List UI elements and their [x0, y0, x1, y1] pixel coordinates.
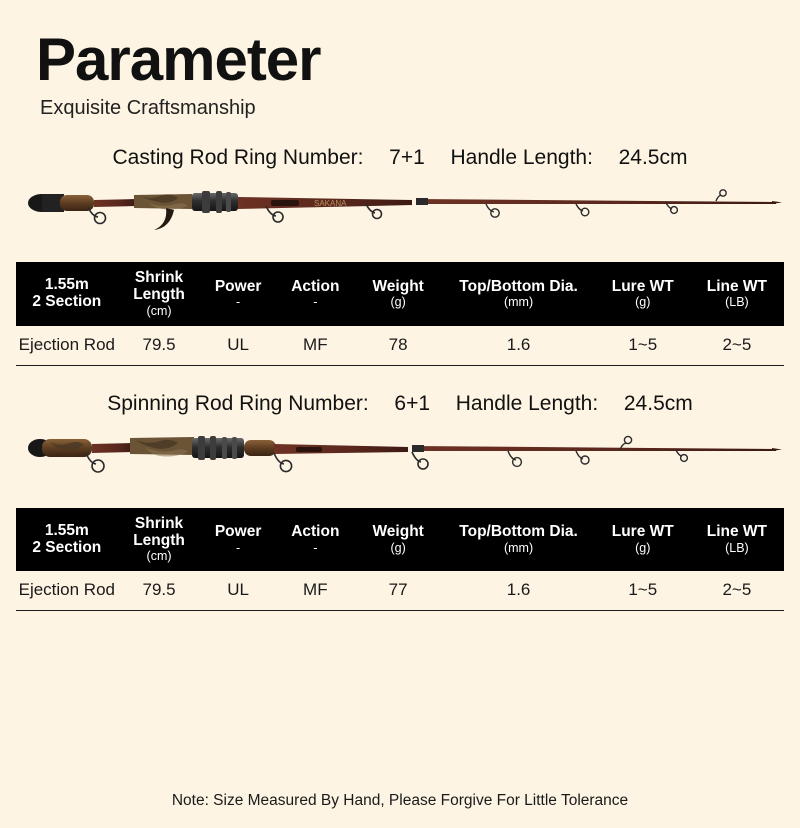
casting-table-header-row	[16, 262, 784, 326]
casting-header-power: Power -	[200, 262, 275, 326]
spinning-table-header-row	[16, 508, 784, 572]
casting-cell-model: Ejection Rod	[16, 326, 118, 366]
casting-handle-value: 24.5cm	[618, 146, 688, 169]
footer-note: Note: Size Measured By Hand, Please Forgive For Little Tolerance	[171, 792, 629, 809]
spinning-header-line-wt: Line WT (LB)	[690, 508, 784, 572]
casting-header-lure-wt: Lure WT (g)	[596, 262, 690, 326]
casting-handle-label: Handle Length:	[450, 146, 593, 169]
casting-cell-lure-wt: 1~5	[596, 326, 690, 366]
casting-header-shrink-length: Shrink Length (cm)	[118, 262, 201, 326]
casting-header-line-wt: Line WT (LB)	[690, 262, 784, 326]
spinning-cell-line-wt: 2~5	[690, 571, 784, 611]
casting-header-length: 1.55m 2 Section	[16, 262, 118, 326]
page-title: Parameter	[36, 26, 321, 93]
spinning-cell-diameter: 1.6	[441, 571, 595, 611]
spinning-header-weight: Weight (g)	[355, 508, 442, 572]
spinning-cell-model: Ejection Rod	[16, 571, 118, 611]
spinning-header-diameter: Top/Bottom Dia. (mm)	[441, 508, 595, 572]
spinning-header-lure-wt: Lure WT (g)	[596, 508, 690, 572]
spinning-cell-lure-wt: 1~5	[596, 571, 690, 611]
casting-cell-shrink: 79.5	[118, 326, 201, 366]
spinning-rod-heading	[16, 392, 784, 416]
casting-header-action: Action -	[276, 262, 355, 326]
casting-ring-value: 7+1	[389, 146, 425, 169]
casting-cell-diameter: 1.6	[441, 326, 595, 366]
casting-rod-illustration	[16, 178, 784, 256]
spinning-rod-illustration	[16, 424, 784, 502]
spinning-header-shrink-length: Shrink Length (cm)	[118, 508, 201, 572]
spinning-header-length: 1.55m 2 Section	[16, 508, 118, 572]
casting-ring-label: Casting Rod Ring Number:	[112, 146, 364, 169]
spinning-cell-shrink: 79.5	[118, 571, 201, 611]
spinning-cell-weight: 77	[355, 571, 442, 611]
spinning-ring-label: Spinning Rod Ring Number:	[107, 391, 369, 415]
casting-cell-action: MF	[276, 326, 355, 366]
svg-text:SAKANA: SAKANA	[314, 199, 347, 208]
page-subtitle: Exquisite Craftsmanship	[40, 97, 256, 119]
table-row	[16, 326, 784, 366]
spinning-header-action: Action -	[276, 508, 355, 572]
table-row	[16, 571, 784, 611]
casting-header-diameter: Top/Bottom Dia. (mm)	[441, 262, 595, 326]
spinning-ring-value: 6+1	[394, 391, 431, 415]
casting-cell-line-wt: 2~5	[690, 326, 784, 366]
parameter-page	[0, 28, 800, 828]
casting-rod-heading	[16, 146, 784, 170]
casting-header-weight: Weight (g)	[355, 262, 442, 326]
spinning-handle-value: 24.5cm	[623, 391, 693, 415]
casting-cell-weight: 78	[355, 326, 442, 366]
spinning-header-power: Power -	[200, 508, 275, 572]
casting-cell-power: UL	[200, 326, 275, 366]
spinning-cell-action: MF	[276, 571, 355, 611]
spinning-spec-table	[16, 508, 784, 612]
spinning-handle-label: Handle Length:	[455, 391, 599, 415]
spinning-cell-power: UL	[200, 571, 275, 611]
casting-spec-table	[16, 262, 784, 366]
